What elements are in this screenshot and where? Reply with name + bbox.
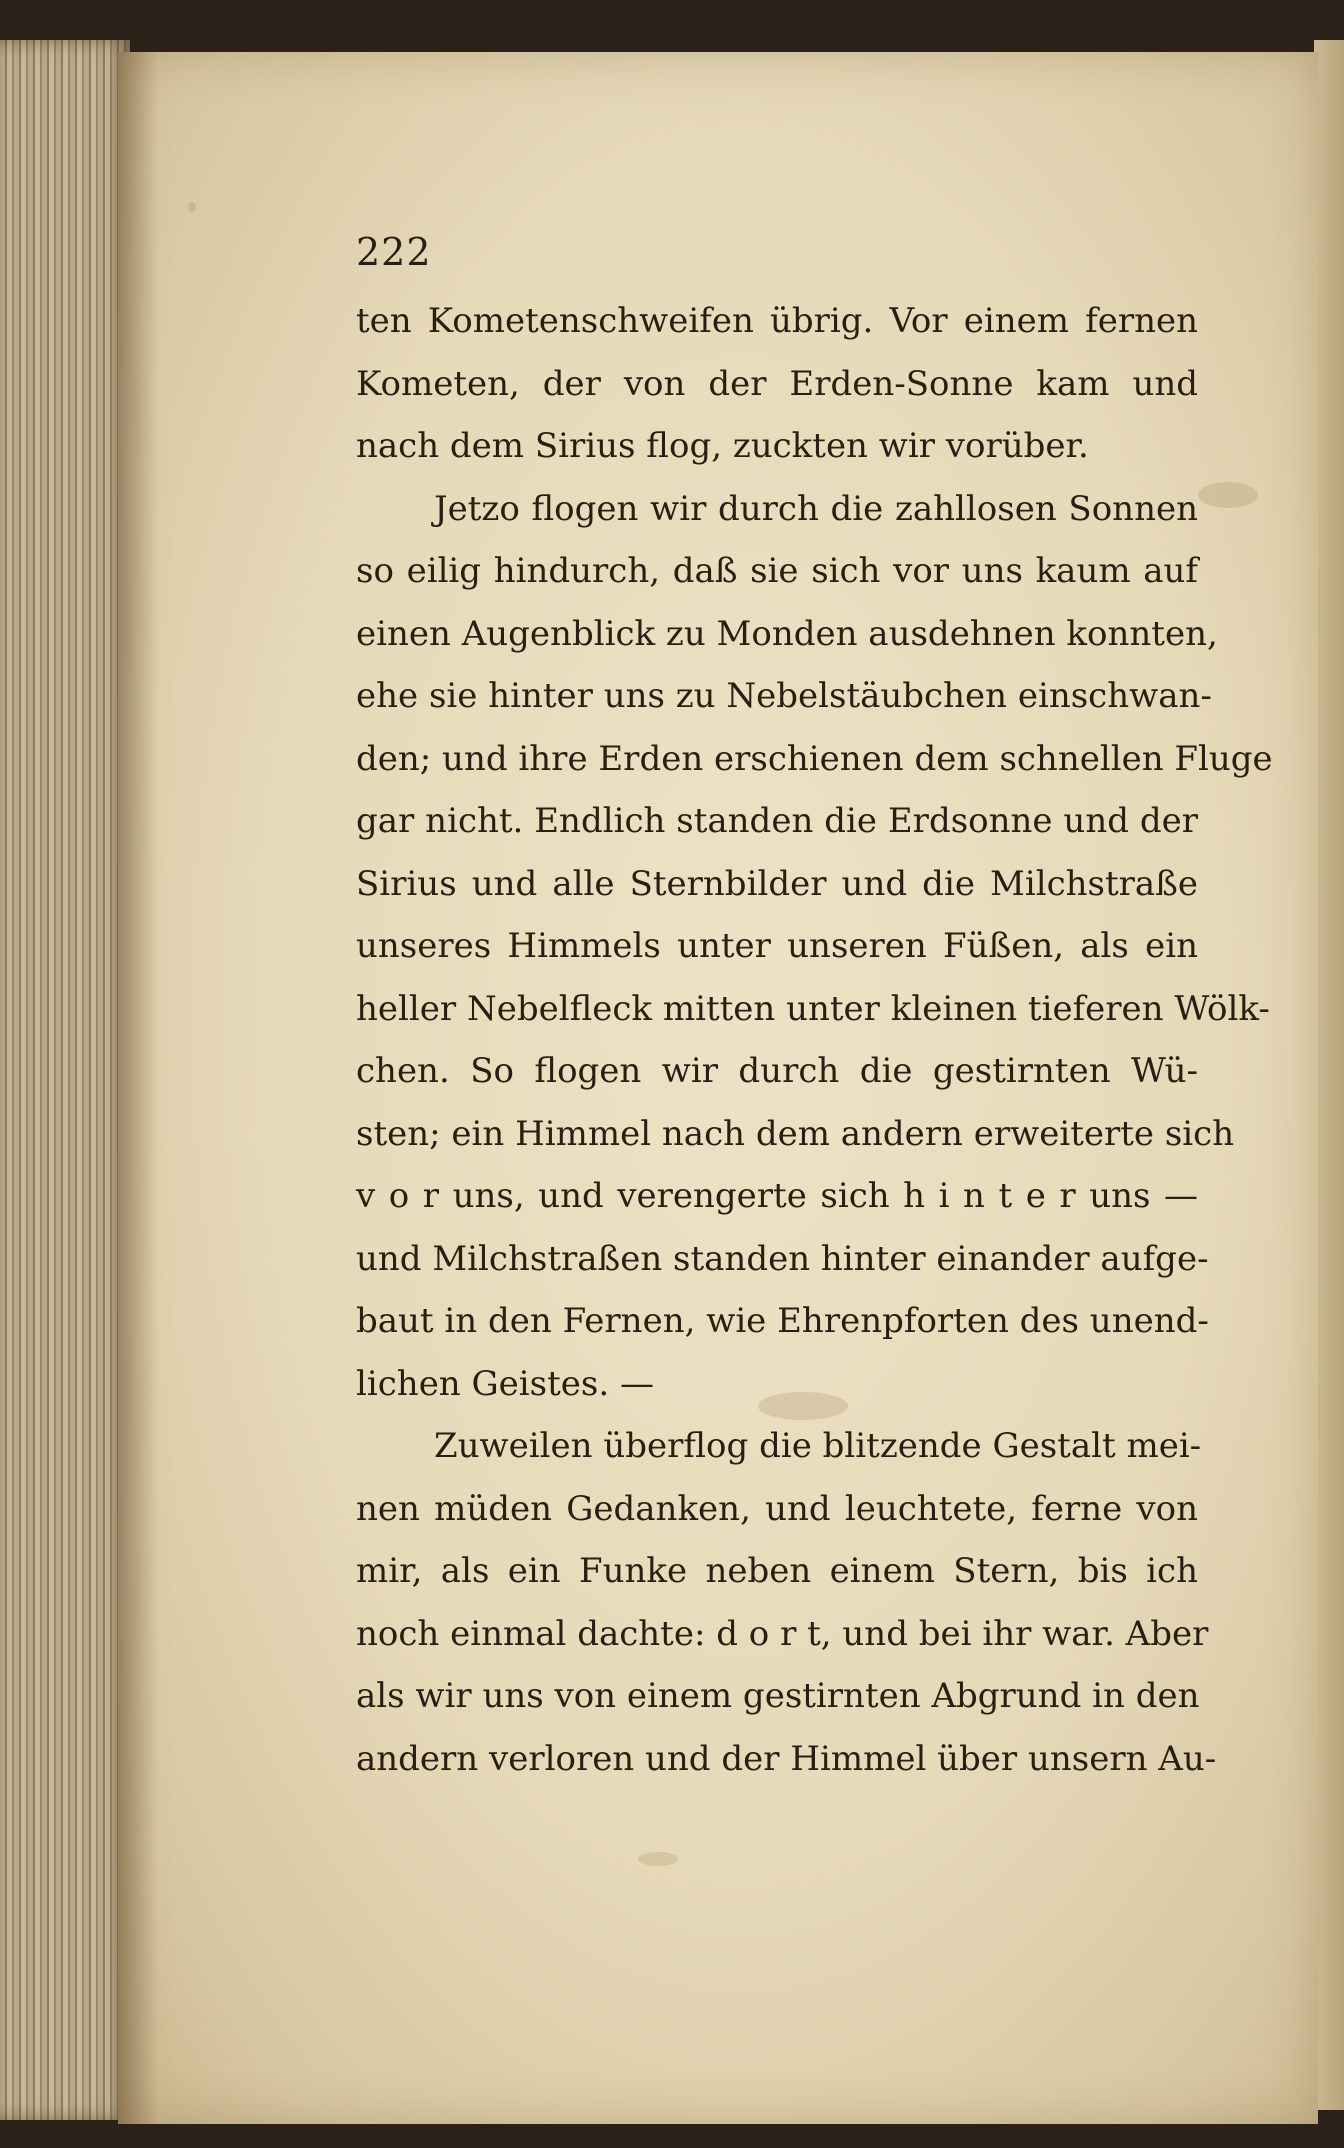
text-line: ten Kometenschweifen übrig. Vor einem fernen [356, 301, 1198, 341]
text-line: gar nicht. Endlich standen die Erdsonne und der [356, 801, 1198, 841]
text-line: lichen Geistes. — [356, 1363, 654, 1404]
foxing-spot [638, 1852, 678, 1866]
text-line: noch einmal dachte: d o r t, und bei ihr war. Aber [356, 1613, 1209, 1654]
text-line: nach dem Sirius flog, zuckten wir vorüber. [356, 426, 1089, 466]
foxing-spot [188, 202, 196, 212]
page-number: 222 [356, 230, 432, 274]
text-line: als wir uns von einem gestirnten Abgrund in den [356, 1676, 1200, 1716]
page-edges [0, 40, 130, 2120]
text-line: chen. So flogen wir durch die gestirnten Wü- [356, 1051, 1198, 1091]
text-line: und Milchstraßen standen hinter einander aufge- [356, 1238, 1209, 1279]
text-line: baut in den Fernen, wie Ehrenpforten des unend- [356, 1301, 1209, 1341]
text-lines [238, 290, 1273, 1790]
spine-shadow [118, 52, 158, 2124]
text-line: Zuweilen überflog die blitzende Gestalt mei- [434, 1426, 1202, 1466]
foxing-spot [1198, 482, 1258, 508]
text-line: nen müden Gedanken, und leuchtete, ferne von [356, 1488, 1198, 1529]
text-line: ehe sie hinter uns zu Nebelstäubchen einschwan- [356, 676, 1212, 716]
text-line: unseres Himmels unter unseren Füßen, als ein [356, 926, 1198, 966]
text-line: mir, als ein Funke neben einem Stern, bis ich [356, 1551, 1198, 1591]
text-line: heller Nebelfleck mitten unter kleinen tieferen Wölk- [356, 988, 1270, 1029]
text-line: andern verloren und der Himmel über unsern Au- [356, 1738, 1217, 1779]
text-line: v o r uns, und verengerte sich h i n t e r uns — [356, 1176, 1198, 1216]
text-line: Jetzo flogen wir durch die zahllosen Sonnen [434, 488, 1198, 529]
text-line: den; und ihre Erden erschienen dem schnellen Fluge [356, 738, 1273, 779]
text-line: einen Augenblick zu Monden ausdehnen konnten, [356, 613, 1218, 654]
text-line: Sirius und alle Sternbilder und die Milchstraße [356, 863, 1198, 904]
text-line: Kometen, der von der Erden-Sonne kam und [356, 363, 1198, 404]
text-line: sten; ein Himmel nach dem andern erweiterte sich [356, 1113, 1235, 1154]
text-block [238, 228, 1273, 1790]
text-line: so eilig hindurch, daß sie sich vor uns kaum auf [356, 551, 1198, 591]
facing-page-edge [1314, 40, 1344, 2110]
